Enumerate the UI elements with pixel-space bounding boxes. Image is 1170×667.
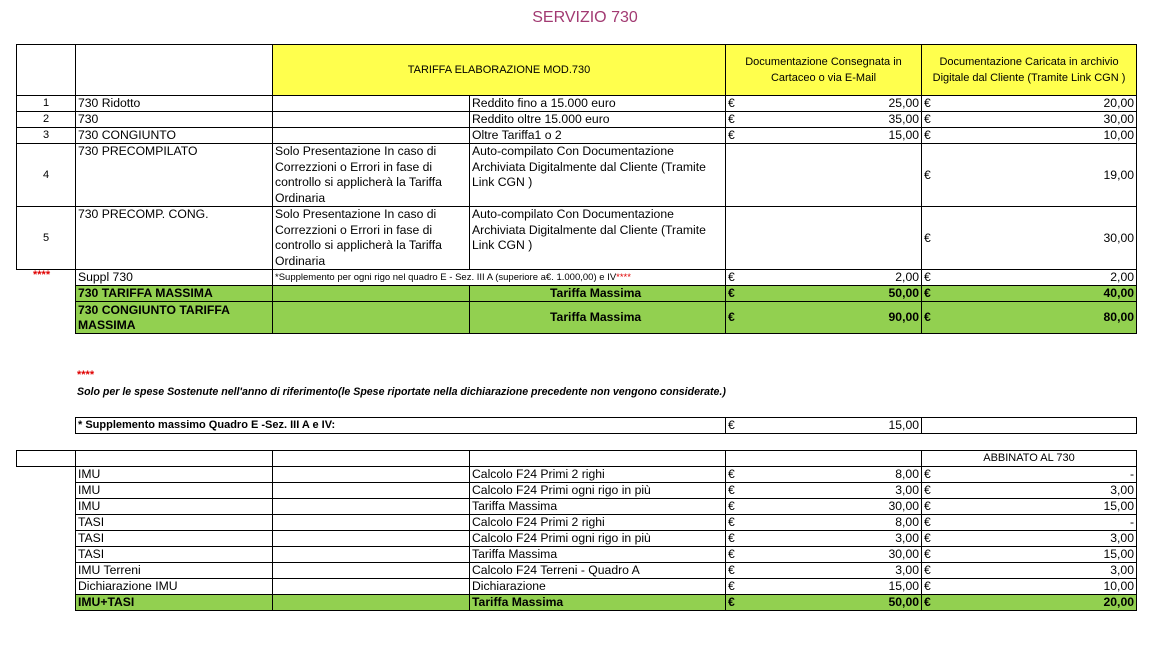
imu-header-row bbox=[17, 451, 1137, 467]
row-number: 1 bbox=[17, 96, 76, 112]
max-row bbox=[17, 286, 1137, 302]
row-digitale bbox=[922, 144, 1137, 207]
row-cond: Oltre Tariffa1 o 2 bbox=[470, 128, 726, 144]
table-row bbox=[17, 563, 1137, 579]
imu-desc: Calcolo F24 Primi 2 righi bbox=[470, 467, 726, 483]
cartaceo-value: 15,00 bbox=[888, 128, 920, 142]
max-name: 730 TARIFFA MASSIMA bbox=[76, 286, 273, 302]
suppl-desc: *Supplemento per ogni rigo nel quadro E - Sez. III A (superiore a€. 1.000,00) e IV**** bbox=[273, 270, 726, 286]
currency-symbol: € bbox=[728, 547, 735, 561]
imu-name: Dichiarazione IMU bbox=[76, 579, 273, 595]
row-name: 730 CONGIUNTO bbox=[76, 128, 273, 144]
value: 15,00 bbox=[1103, 547, 1134, 561]
currency-symbol: € bbox=[924, 230, 931, 245]
max-cong-label: Tariffa Massima bbox=[470, 302, 726, 334]
row-cond: Reddito fino a 15.000 euro bbox=[470, 96, 726, 112]
currency-symbol: € bbox=[924, 112, 931, 126]
imu-total-abbinato bbox=[922, 595, 1137, 611]
row-desc: Solo Presentazione In caso di Correzzioni o Errori in fase di controllo si applicherà la Tariffa Ordinaria bbox=[273, 207, 470, 270]
value: 30,00 bbox=[888, 499, 919, 513]
row-desc bbox=[273, 128, 470, 144]
digitale-value: 40,00 bbox=[1103, 286, 1135, 300]
imu-desc: Tariffa Massima bbox=[470, 547, 726, 563]
currency-symbol: € bbox=[728, 270, 735, 284]
cartaceo-value: 25,00 bbox=[888, 96, 920, 110]
suppl-desc-marker: **** bbox=[616, 272, 631, 283]
supplemento-value: 15,00 bbox=[888, 418, 919, 432]
table-row bbox=[17, 144, 1137, 207]
imu-name: TASI bbox=[76, 515, 273, 531]
imu-desc: Calcolo F24 Terreni - Quadro A bbox=[470, 563, 726, 579]
row-name: 730 Ridotto bbox=[76, 96, 273, 112]
page-title: SERVIZIO 730 bbox=[532, 9, 638, 26]
row-name: 730 bbox=[76, 112, 273, 128]
imu-total-row bbox=[17, 595, 1137, 611]
table-row bbox=[17, 483, 1137, 499]
max-digitale bbox=[922, 286, 1137, 302]
max-cong-name: 730 CONGIUNTO TARIFFA MASSIMA bbox=[76, 302, 273, 334]
imu-desc: Calcolo F24 Primi ogni rigo in più bbox=[470, 483, 726, 499]
tariff-table bbox=[16, 44, 1137, 334]
currency-symbol: € bbox=[728, 531, 735, 545]
imu-name: IMU bbox=[76, 499, 273, 515]
imu-desc: Tariffa Massima bbox=[470, 499, 726, 515]
table-row bbox=[17, 515, 1137, 531]
suppl-name: Suppl 730 bbox=[76, 270, 273, 286]
note-text: Solo per le spese Sostenute nell'anno di riferimento(le Spese riportate nella dichiarazione precedente non vengono considerate.) bbox=[77, 386, 726, 398]
imu-value bbox=[726, 579, 922, 595]
value: 8,00 bbox=[895, 515, 919, 529]
table-row bbox=[17, 467, 1137, 483]
imu-name: TASI bbox=[76, 531, 273, 547]
supplemento-massimo-value bbox=[726, 418, 922, 434]
digitale-value: 80,00 bbox=[1103, 310, 1135, 324]
imu-abbinato bbox=[922, 579, 1137, 595]
imu-total-name: IMU+TASI bbox=[76, 595, 273, 611]
digitale-value: 20,00 bbox=[1103, 96, 1135, 110]
currency-symbol: € bbox=[728, 515, 735, 529]
imu-name: IMU Terreni bbox=[76, 563, 273, 579]
digitale-value: 10,00 bbox=[1103, 128, 1135, 142]
row-number: 4 bbox=[17, 144, 76, 207]
imu-abbinato bbox=[922, 483, 1137, 499]
imu-desc: Dichiarazione bbox=[470, 579, 726, 595]
currency-symbol: € bbox=[924, 310, 931, 324]
digitale-value: 2,00 bbox=[1110, 270, 1135, 284]
header-cartaceo: Documentazione Consegnata in Cartaceo o via E-Mail bbox=[726, 45, 922, 96]
row-cond: Auto-compilato Con Documentazione Archiviata Digitalmente dal Cliente (Tramite Link CGN ) bbox=[470, 144, 726, 207]
currency-symbol: € bbox=[728, 563, 735, 577]
value: 3,00 bbox=[895, 483, 919, 497]
value: 50,00 bbox=[888, 595, 919, 609]
imu-abbinato bbox=[922, 531, 1137, 547]
value: - bbox=[1129, 467, 1134, 481]
max-cong-row bbox=[17, 302, 1137, 334]
value: 20,00 bbox=[1103, 595, 1134, 609]
currency-symbol: € bbox=[728, 579, 735, 593]
currency-symbol: € bbox=[728, 595, 735, 609]
currency-symbol: € bbox=[924, 96, 931, 110]
currency-symbol: € bbox=[728, 96, 735, 110]
digitale-value: 30,00 bbox=[1103, 230, 1135, 245]
imu-value bbox=[726, 531, 922, 547]
table-row bbox=[17, 531, 1137, 547]
currency-symbol: € bbox=[728, 286, 735, 300]
currency-symbol: € bbox=[728, 310, 735, 324]
imu-name: IMU bbox=[76, 467, 273, 483]
imu-total-value bbox=[726, 595, 922, 611]
row-digitale bbox=[922, 96, 1137, 112]
row-name: 730 PRECOMP. CONG. bbox=[76, 207, 273, 270]
header-digitale: Documentazione Caricata in archivio Digitale dal Cliente (Tramite Link CGN ) bbox=[922, 45, 1137, 96]
max-cong-cartaceo bbox=[726, 302, 922, 334]
currency-symbol: € bbox=[924, 547, 931, 561]
imu-total-desc: Tariffa Massima bbox=[470, 595, 726, 611]
cartaceo-value: 2,00 bbox=[895, 270, 920, 284]
suppl-row bbox=[17, 270, 1137, 286]
row-desc: Solo Presentazione In caso di Correzzioni o Errori in fase di controllo si applicherà la Tariffa Ordinaria bbox=[273, 144, 470, 207]
imu-desc: Calcolo F24 Primi ogni rigo in più bbox=[470, 531, 726, 547]
suppl-digitale bbox=[922, 270, 1137, 286]
imu-abbinato bbox=[922, 547, 1137, 563]
imu-name: TASI bbox=[76, 547, 273, 563]
row-number: 2 bbox=[17, 112, 76, 128]
row-cartaceo bbox=[726, 96, 922, 112]
currency-symbol: € bbox=[728, 467, 735, 481]
imu-abbinato bbox=[922, 499, 1137, 515]
imu-table bbox=[16, 450, 1137, 611]
currency-symbol: € bbox=[728, 112, 735, 126]
value: 8,00 bbox=[895, 467, 919, 481]
table-row bbox=[17, 499, 1137, 515]
value: 15,00 bbox=[888, 579, 919, 593]
header-row bbox=[17, 45, 1137, 96]
table-row bbox=[17, 128, 1137, 144]
suppl-cartaceo bbox=[726, 270, 922, 286]
value: 3,00 bbox=[895, 531, 919, 545]
max-label: Tariffa Massima bbox=[470, 286, 726, 302]
imu-value bbox=[726, 515, 922, 531]
row-digitale bbox=[922, 112, 1137, 128]
value: 3,00 bbox=[895, 563, 919, 577]
value: 3,00 bbox=[1110, 563, 1134, 577]
row-digitale bbox=[922, 128, 1137, 144]
currency-symbol: € bbox=[924, 531, 931, 545]
currency-symbol: € bbox=[924, 467, 931, 481]
table-row bbox=[17, 547, 1137, 563]
currency-symbol: € bbox=[924, 167, 931, 182]
cartaceo-value: 90,00 bbox=[888, 310, 920, 324]
imu-value bbox=[726, 467, 922, 483]
imu-value bbox=[726, 563, 922, 579]
value: 3,00 bbox=[1110, 483, 1134, 497]
row-desc bbox=[273, 96, 470, 112]
value: 15,00 bbox=[1103, 499, 1134, 513]
row-cond: Reddito oltre 15.000 euro bbox=[470, 112, 726, 128]
row-number: 3 bbox=[17, 128, 76, 144]
imu-desc: Calcolo F24 Primi 2 righi bbox=[470, 515, 726, 531]
currency-symbol: € bbox=[728, 128, 735, 142]
max-cong-digitale bbox=[922, 302, 1137, 334]
row-cartaceo bbox=[726, 112, 922, 128]
value: 10,00 bbox=[1103, 579, 1134, 593]
imu-abbinato bbox=[922, 515, 1137, 531]
currency-symbol: € bbox=[924, 128, 931, 142]
currency-symbol: € bbox=[924, 286, 931, 300]
table-row bbox=[17, 207, 1137, 270]
row-cartaceo bbox=[726, 128, 922, 144]
table-row bbox=[17, 579, 1137, 595]
digitale-value: 19,00 bbox=[1103, 167, 1135, 182]
cartaceo-value: 50,00 bbox=[888, 286, 920, 300]
digitale-value: 30,00 bbox=[1103, 112, 1135, 126]
supplemento-massimo-table bbox=[75, 417, 1137, 434]
note-marker: **** bbox=[77, 369, 95, 381]
currency-symbol: € bbox=[924, 483, 931, 497]
row-digitale bbox=[922, 207, 1137, 270]
row-cartaceo bbox=[726, 207, 922, 270]
row-cond: Auto-compilato Con Documentazione Archiviata Digitalmente dal Cliente (Tramite Link CGN ) bbox=[470, 207, 726, 270]
currency-symbol: € bbox=[924, 563, 931, 577]
currency-symbol: € bbox=[924, 595, 931, 609]
cartaceo-value: 35,00 bbox=[888, 112, 920, 126]
value: - bbox=[1129, 515, 1134, 529]
supplemento-massimo-label: * Supplemento massimo Quadro E -Sez. III A e IV: bbox=[76, 418, 726, 434]
suppl-marker: **** bbox=[33, 269, 51, 281]
currency-symbol: € bbox=[728, 418, 735, 432]
imu-name: IMU bbox=[76, 483, 273, 499]
currency-symbol: € bbox=[924, 270, 931, 284]
currency-symbol: € bbox=[924, 579, 931, 593]
imu-value bbox=[726, 483, 922, 499]
row-desc bbox=[273, 112, 470, 128]
row-number: 5 bbox=[17, 207, 76, 270]
imu-abbinato bbox=[922, 467, 1137, 483]
table-row bbox=[17, 112, 1137, 128]
value: 30,00 bbox=[888, 547, 919, 561]
max-cartaceo bbox=[726, 286, 922, 302]
header-tariffa: TARIFFA ELABORAZIONE MOD.730 bbox=[273, 45, 726, 96]
header-abbinato: ABBINATO AL 730 bbox=[922, 451, 1137, 467]
currency-symbol: € bbox=[924, 499, 931, 513]
imu-abbinato bbox=[922, 563, 1137, 579]
table-row bbox=[17, 96, 1137, 112]
imu-value bbox=[726, 547, 922, 563]
currency-symbol: € bbox=[924, 515, 931, 529]
value: 3,00 bbox=[1110, 531, 1134, 545]
currency-symbol: € bbox=[728, 483, 735, 497]
row-name: 730 PRECOMPILATO bbox=[76, 144, 273, 207]
currency-symbol: € bbox=[728, 499, 735, 513]
row-cartaceo bbox=[726, 144, 922, 207]
imu-value bbox=[726, 499, 922, 515]
